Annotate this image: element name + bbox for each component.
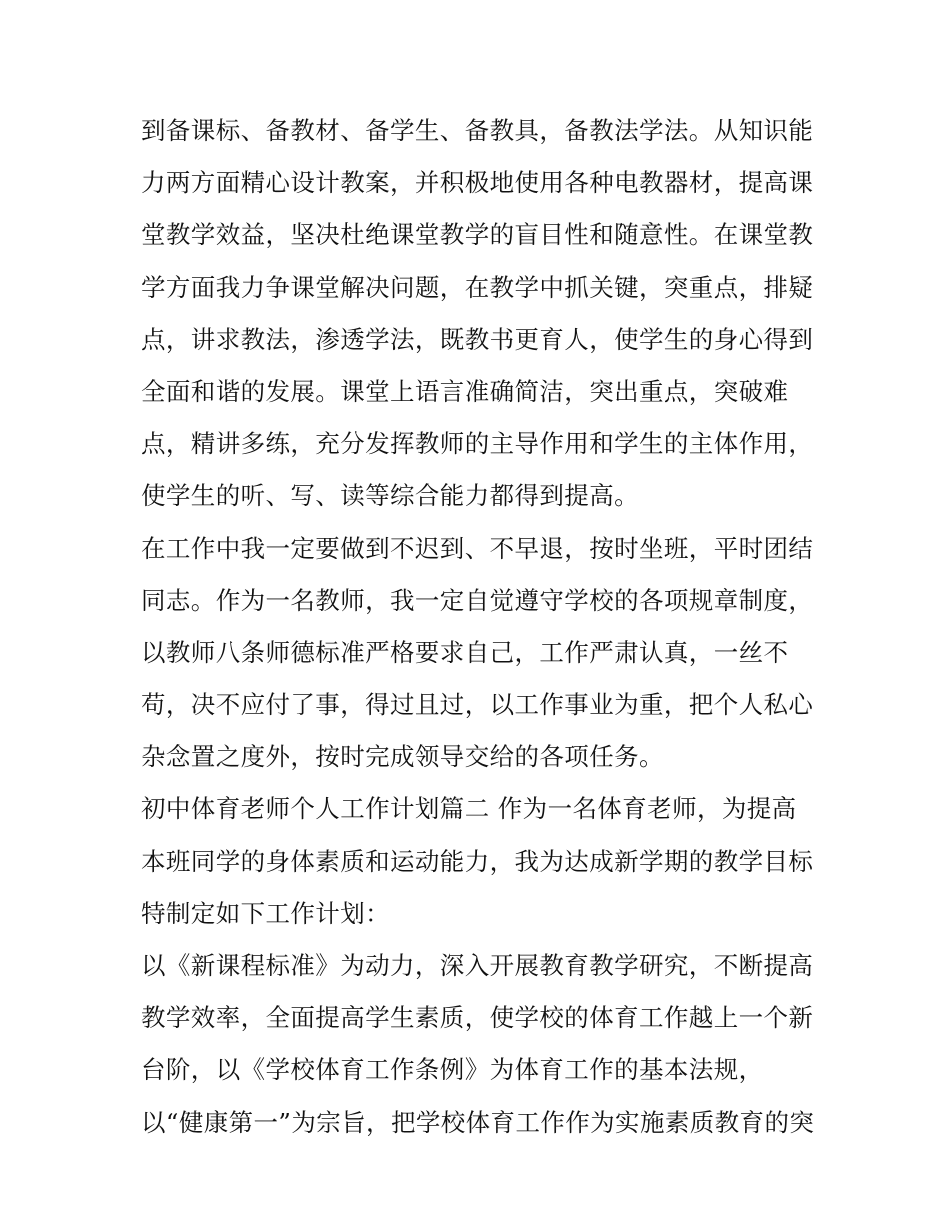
text-line: 杂念置之度外，按时完成领导交给的各项任务。 [141,742,664,772]
text-line: 初中体育老师个人工作计划篇二 作为一名体育老师，为提高 [141,794,797,824]
text-line: 台阶，以《学校体育工作条例》为体育工作的基本法规， [141,1055,764,1085]
text-line: 本班同学的身体素质和运动能力，我为达成新学期的教学目标 [141,846,814,876]
text-line: 在工作中我一定要做到不迟到、不早退，按时坐班，平时团结 [141,533,814,563]
text-line: 使学生的听、写、读等综合能力都得到提高。 [141,481,639,511]
text-line: 以“健康第一”为宗旨，把学校体育工作作为实施素质教育的突 [141,1107,815,1137]
text-line: 苟，决不应付了事，得过且过，以工作事业为重，把个人私心 [141,690,814,720]
document-body [141,105,821,1149]
text-line: 以《新课程标准》为动力，深入开展教育教学研究，不断提高 [141,951,814,980]
text-line: 力两方面精心设计教案，并积极地使用各种电教器材，提高课 [141,168,814,198]
text-line: 学方面我力争课堂解决问题，在教学中抓关键，突重点，排疑 [141,272,814,302]
text-line: 特制定如下工作计划： [141,898,390,928]
text-line: 全面和谐的发展。课堂上语言准确简洁，突出重点，突破难 [141,376,789,406]
text-line: 教学效率，全面提高学生素质，使学校的体育工作越上一个新 [141,1003,814,1033]
text-line: 同志。作为一名教师，我一定自觉遵守学校的各项规章制度， [141,585,814,615]
text-line: 到备课标、备教材、备学生、备教具，备教法学法。从知识能 [141,116,814,145]
text-line: 堂教学效益，坚决杜绝课堂教学的盲目性和随意性。在课堂教 [141,220,814,250]
text-line: 以教师八条师德标准严格要求自己，工作严肃认真，一丝不 [141,637,789,667]
text-line: 点，讲求教法，渗透学法，既教书更育人，使学生的身心得到 [141,324,814,354]
text-line: 点，精讲多练，充分发挥教师的主导作用和学生的主体作用， [141,429,814,459]
